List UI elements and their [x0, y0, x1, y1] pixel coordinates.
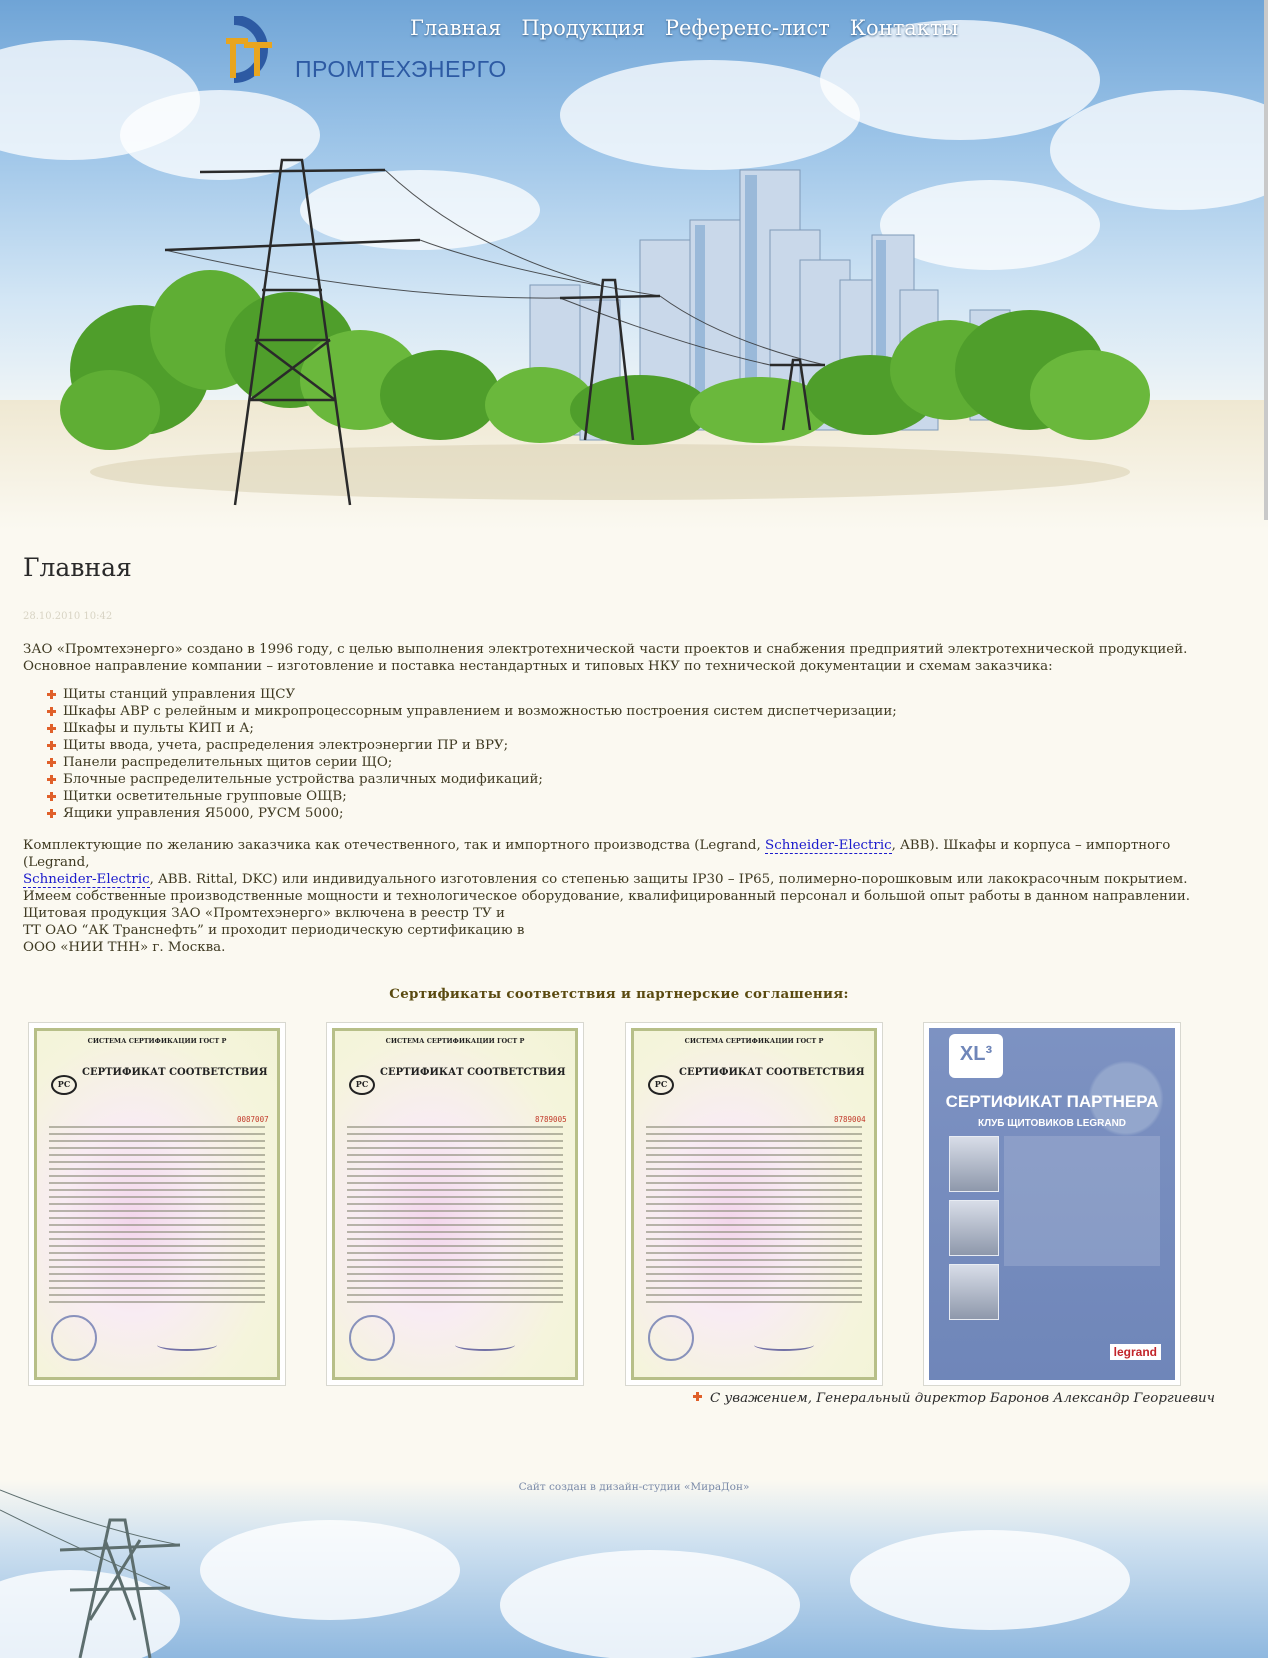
- list-item-text: Щитки осветительные групповые ОЩВ;: [63, 789, 347, 804]
- plus-bullet-icon: [47, 758, 56, 767]
- footer-background: [0, 1480, 1268, 1658]
- certificate-body: [646, 1121, 862, 1347]
- cabinet-photo: [949, 1200, 999, 1256]
- certificate-thumbnail[interactable]: [625, 1022, 883, 1386]
- certificate-image: [332, 1028, 578, 1380]
- signature-icon: [455, 1339, 515, 1351]
- logo-text: ПРОМТЕХЭНЕРГО: [295, 56, 507, 82]
- list-item: [44, 686, 897, 703]
- post-date: 28.10.2010 10:42: [23, 611, 113, 622]
- certificate-number: 0087007: [237, 1115, 269, 1124]
- signature-icon: [754, 1339, 814, 1351]
- plus-bullet-icon: [47, 724, 56, 733]
- nav-references[interactable]: Референс-лист: [664, 16, 830, 40]
- list-item-text: Шкафы АВР с релейным и микропроцессорным управлением и возможностью построения систем диспетчеризации;: [63, 704, 897, 719]
- link-schneider-electric[interactable]: Schneider-Electric: [765, 838, 892, 853]
- xl3-logo: XL³: [949, 1034, 1003, 1078]
- details-paragraph: ООО «НИИ ТНН» г. Москва.: [23, 940, 226, 955]
- certificate-header: СИСТЕМА СЕРТИФИКАЦИИ ГОСТ Р: [385, 1037, 525, 1045]
- partner-certificate-image: [929, 1028, 1175, 1380]
- intro-paragraph: Основное направление компании – изготовление и поставка нестандартных и типовых НКУ по технической документации и схемам заказчика:: [23, 659, 1053, 674]
- link-schneider-electric[interactable]: Schneider-Electric: [23, 872, 150, 887]
- certificate-body: [1004, 1136, 1160, 1266]
- text-span: Комплектующие по желанию заказчика как отечественного, так и импортного производства (Legrand,: [23, 838, 766, 853]
- list-item: [44, 720, 897, 737]
- rst-mark-icon: РС: [51, 1075, 77, 1095]
- certificate-image: [631, 1028, 877, 1380]
- cabinet-photo: [949, 1136, 999, 1192]
- scrollbar[interactable]: [1264, 0, 1268, 520]
- list-item: [44, 737, 897, 754]
- certificate-number: 8789005: [535, 1115, 567, 1124]
- certificate-title: СЕРТИФИКАТ СООТВЕТСТВИЯ: [380, 1067, 566, 1078]
- rst-mark-icon: РС: [349, 1075, 375, 1095]
- list-item: [44, 703, 897, 720]
- certificate-number: 8789004: [834, 1115, 866, 1124]
- intro-paragraph: ЗАО «Промтехэнерго» создано в 1996 году, с целью выполнения электротехнической части проектов и снабжения предприятий электротехнической продукцией.: [23, 642, 1188, 657]
- list-item-text: Шкафы и пульты КИП и А;: [63, 721, 254, 736]
- nav-products[interactable]: Продукция: [521, 16, 645, 40]
- stamp-icon: [51, 1315, 97, 1361]
- rst-mark-icon: РС: [648, 1075, 674, 1095]
- features-list: [44, 686, 897, 822]
- certificate-image: [34, 1028, 280, 1380]
- plus-bullet-icon: [47, 792, 56, 801]
- list-item-text: Щиты станций управления ЩСУ: [63, 687, 296, 702]
- signature-text: С уважением, Генеральный директор Баронов Александр Георгиевич: [710, 1391, 1215, 1406]
- certificate-subtitle: КЛУБ ЩИТОВИКОВ LEGRAND: [977, 1118, 1127, 1129]
- text-span: , ABB). Шкафы и корпуса – импортного (Legrand,: [23, 838, 1171, 870]
- details-paragraph: ТТ ОАО “АК Транснефть” и проходит периодическую сертификацию в: [23, 923, 525, 938]
- legrand-logo: legrand: [1110, 1344, 1161, 1360]
- list-item-text: Щиты ввода, учета, распределения электроэнергии ПР и ВРУ;: [63, 738, 509, 753]
- details-paragraph: Имеем собственные производственные мощности и технологическое оборудование, квалифицированный персонал и большой опыт работы в данном направлении.: [23, 889, 1191, 904]
- certificates-heading: Сертификаты соответствия и партнерские соглашения:: [389, 986, 849, 1002]
- certificate-title: СЕРТИФИКАТ СООТВЕТСТВИЯ: [679, 1067, 865, 1078]
- nav-home[interactable]: Главная: [410, 16, 502, 40]
- page-title: Главная: [23, 553, 132, 582]
- details-text: [23, 837, 1238, 956]
- intro-text: [23, 641, 1238, 675]
- list-item: [44, 788, 897, 805]
- certificate-title: СЕРТИФИКАТ СООТВЕТСТВИЯ: [82, 1067, 268, 1078]
- director-signature: [0, 1391, 1215, 1406]
- plus-bullet-icon: [47, 707, 56, 716]
- certificate-title: СЕРТИФИКАТ ПАРТНЕРА: [945, 1092, 1159, 1111]
- list-item: [44, 805, 897, 822]
- details-paragraph: Щитовая продукция ЗАО «Промтехэнерго» включена в реестр ТУ и: [23, 906, 505, 921]
- footer-pylon-illustration: [0, 1480, 260, 1658]
- list-item-text: Панели распределительных щитов серии ЩО;: [63, 755, 393, 770]
- main-nav: [410, 16, 958, 40]
- signature-icon: [157, 1339, 217, 1351]
- certificate-body: [347, 1121, 563, 1347]
- text-span: , ABB. Rittal, DKC) или индивидуального изготовления со степенью защиты IP30 – IP65, полимерно-порошковым или лакокрасочным покрытием.: [149, 872, 1188, 887]
- plus-bullet-icon: [47, 741, 56, 750]
- nav-contacts[interactable]: Контакты: [849, 16, 959, 40]
- plus-bullet-icon: [693, 1392, 702, 1401]
- details-paragraph: [23, 837, 1238, 888]
- stamp-icon: [349, 1315, 395, 1361]
- certificate-thumbnail[interactable]: [28, 1022, 286, 1386]
- certificate-header: СИСТЕМА СЕРТИФИКАЦИИ ГОСТ Р: [87, 1037, 227, 1045]
- certificate-header: СИСТЕМА СЕРТИФИКАЦИИ ГОСТ Р: [684, 1037, 824, 1045]
- list-item: [44, 754, 897, 771]
- stamp-icon: [648, 1315, 694, 1361]
- plus-bullet-icon: [47, 775, 56, 784]
- plus-bullet-icon: [47, 809, 56, 818]
- certificate-thumbnail[interactable]: [326, 1022, 584, 1386]
- cabinet-photo: [949, 1264, 999, 1320]
- certificate-body: [49, 1121, 265, 1347]
- list-item-text: Блочные распределительные устройства различных модификаций;: [63, 772, 543, 787]
- list-item-text: Ящики управления Я5000, РУСМ 5000;: [63, 806, 344, 821]
- plus-bullet-icon: [47, 690, 56, 699]
- hero-illustration: [0, 0, 1268, 530]
- list-item: [44, 771, 897, 788]
- footer-credit[interactable]: Сайт создан в дизайн-студии «МираДон»: [518, 1481, 750, 1493]
- certificate-thumbnail[interactable]: [923, 1022, 1181, 1386]
